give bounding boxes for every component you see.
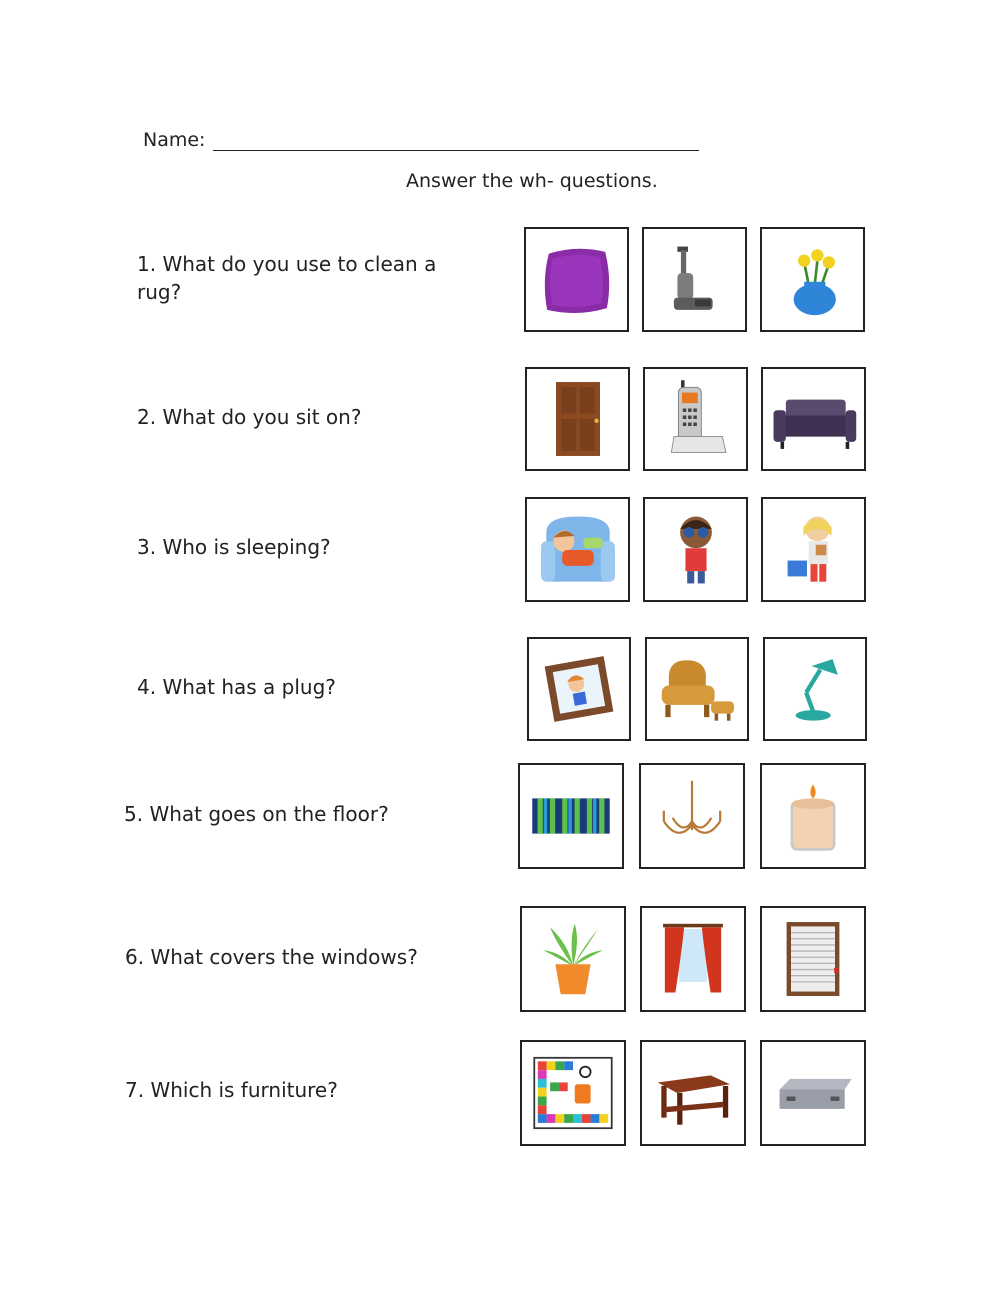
question-4: 4. What has a plug? xyxy=(137,675,336,699)
question-2: 2. What do you sit on? xyxy=(137,405,362,429)
choice-6-potted-plant[interactable] xyxy=(520,906,626,1012)
choice-1-vacuum[interactable] xyxy=(642,227,747,332)
choice-2-door[interactable] xyxy=(525,367,630,471)
armchair-icon xyxy=(653,645,741,733)
coffee-table-icon xyxy=(649,1049,737,1137)
board-game-icon xyxy=(529,1049,617,1137)
girl-basket-icon xyxy=(770,506,858,594)
choice-4-armchair[interactable] xyxy=(645,637,749,741)
choice-4-desk-lamp[interactable] xyxy=(763,637,867,741)
dvd-player-icon xyxy=(769,1049,857,1137)
choice-2-phone[interactable] xyxy=(643,367,748,471)
question-7: 7. Which is furniture? xyxy=(125,1078,338,1102)
boy-binoculars-icon xyxy=(652,506,740,594)
sleeping-boy-icon xyxy=(534,506,622,594)
picture-frame-icon xyxy=(535,645,623,733)
choice-1-vase[interactable] xyxy=(760,227,865,332)
desk-lamp-icon xyxy=(771,645,859,733)
choice-6-curtains[interactable] xyxy=(640,906,746,1012)
choice-5-chandelier[interactable] xyxy=(639,763,745,869)
choice-4-picture-frame[interactable] xyxy=(527,637,631,741)
choice-2-sofa[interactable] xyxy=(761,367,866,471)
question-6: 6. What covers the windows? xyxy=(125,945,418,969)
rug-icon xyxy=(527,772,615,860)
choice-5-candle[interactable] xyxy=(760,763,866,869)
instructions: Answer the wh- questions. xyxy=(406,170,658,192)
choice-7-board-game[interactable] xyxy=(520,1040,626,1146)
name-field[interactable] xyxy=(213,128,699,151)
question-3: 3. Who is sleeping? xyxy=(137,535,331,559)
sofa-icon xyxy=(770,375,858,463)
flower-vase-icon xyxy=(769,236,857,324)
candle-icon xyxy=(769,772,857,860)
pillow-icon xyxy=(533,236,621,324)
choice-6-blinds[interactable] xyxy=(760,906,866,1012)
name-row xyxy=(143,128,699,151)
choice-3-girl-basket[interactable] xyxy=(761,497,866,602)
phone-icon xyxy=(652,375,740,463)
choice-1-pillow[interactable] xyxy=(524,227,629,332)
door-icon xyxy=(534,375,622,463)
choice-7-coffee-table[interactable] xyxy=(640,1040,746,1146)
choice-7-dvd-player[interactable] xyxy=(760,1040,866,1146)
vacuum-icon xyxy=(651,236,739,324)
chandelier-icon xyxy=(648,772,736,860)
potted-plant-icon xyxy=(529,915,617,1003)
window-blinds-icon xyxy=(769,915,857,1003)
choice-5-rug[interactable] xyxy=(518,763,624,869)
question-5: 5. What goes on the floor? xyxy=(124,802,389,826)
choice-3-boy-binoculars[interactable] xyxy=(643,497,748,602)
choice-3-sleeping-boy[interactable] xyxy=(525,497,630,602)
name-label: Name: xyxy=(143,129,206,151)
question-1: 1. What do you use to clean a rug? xyxy=(137,252,437,304)
curtains-icon xyxy=(649,915,737,1003)
